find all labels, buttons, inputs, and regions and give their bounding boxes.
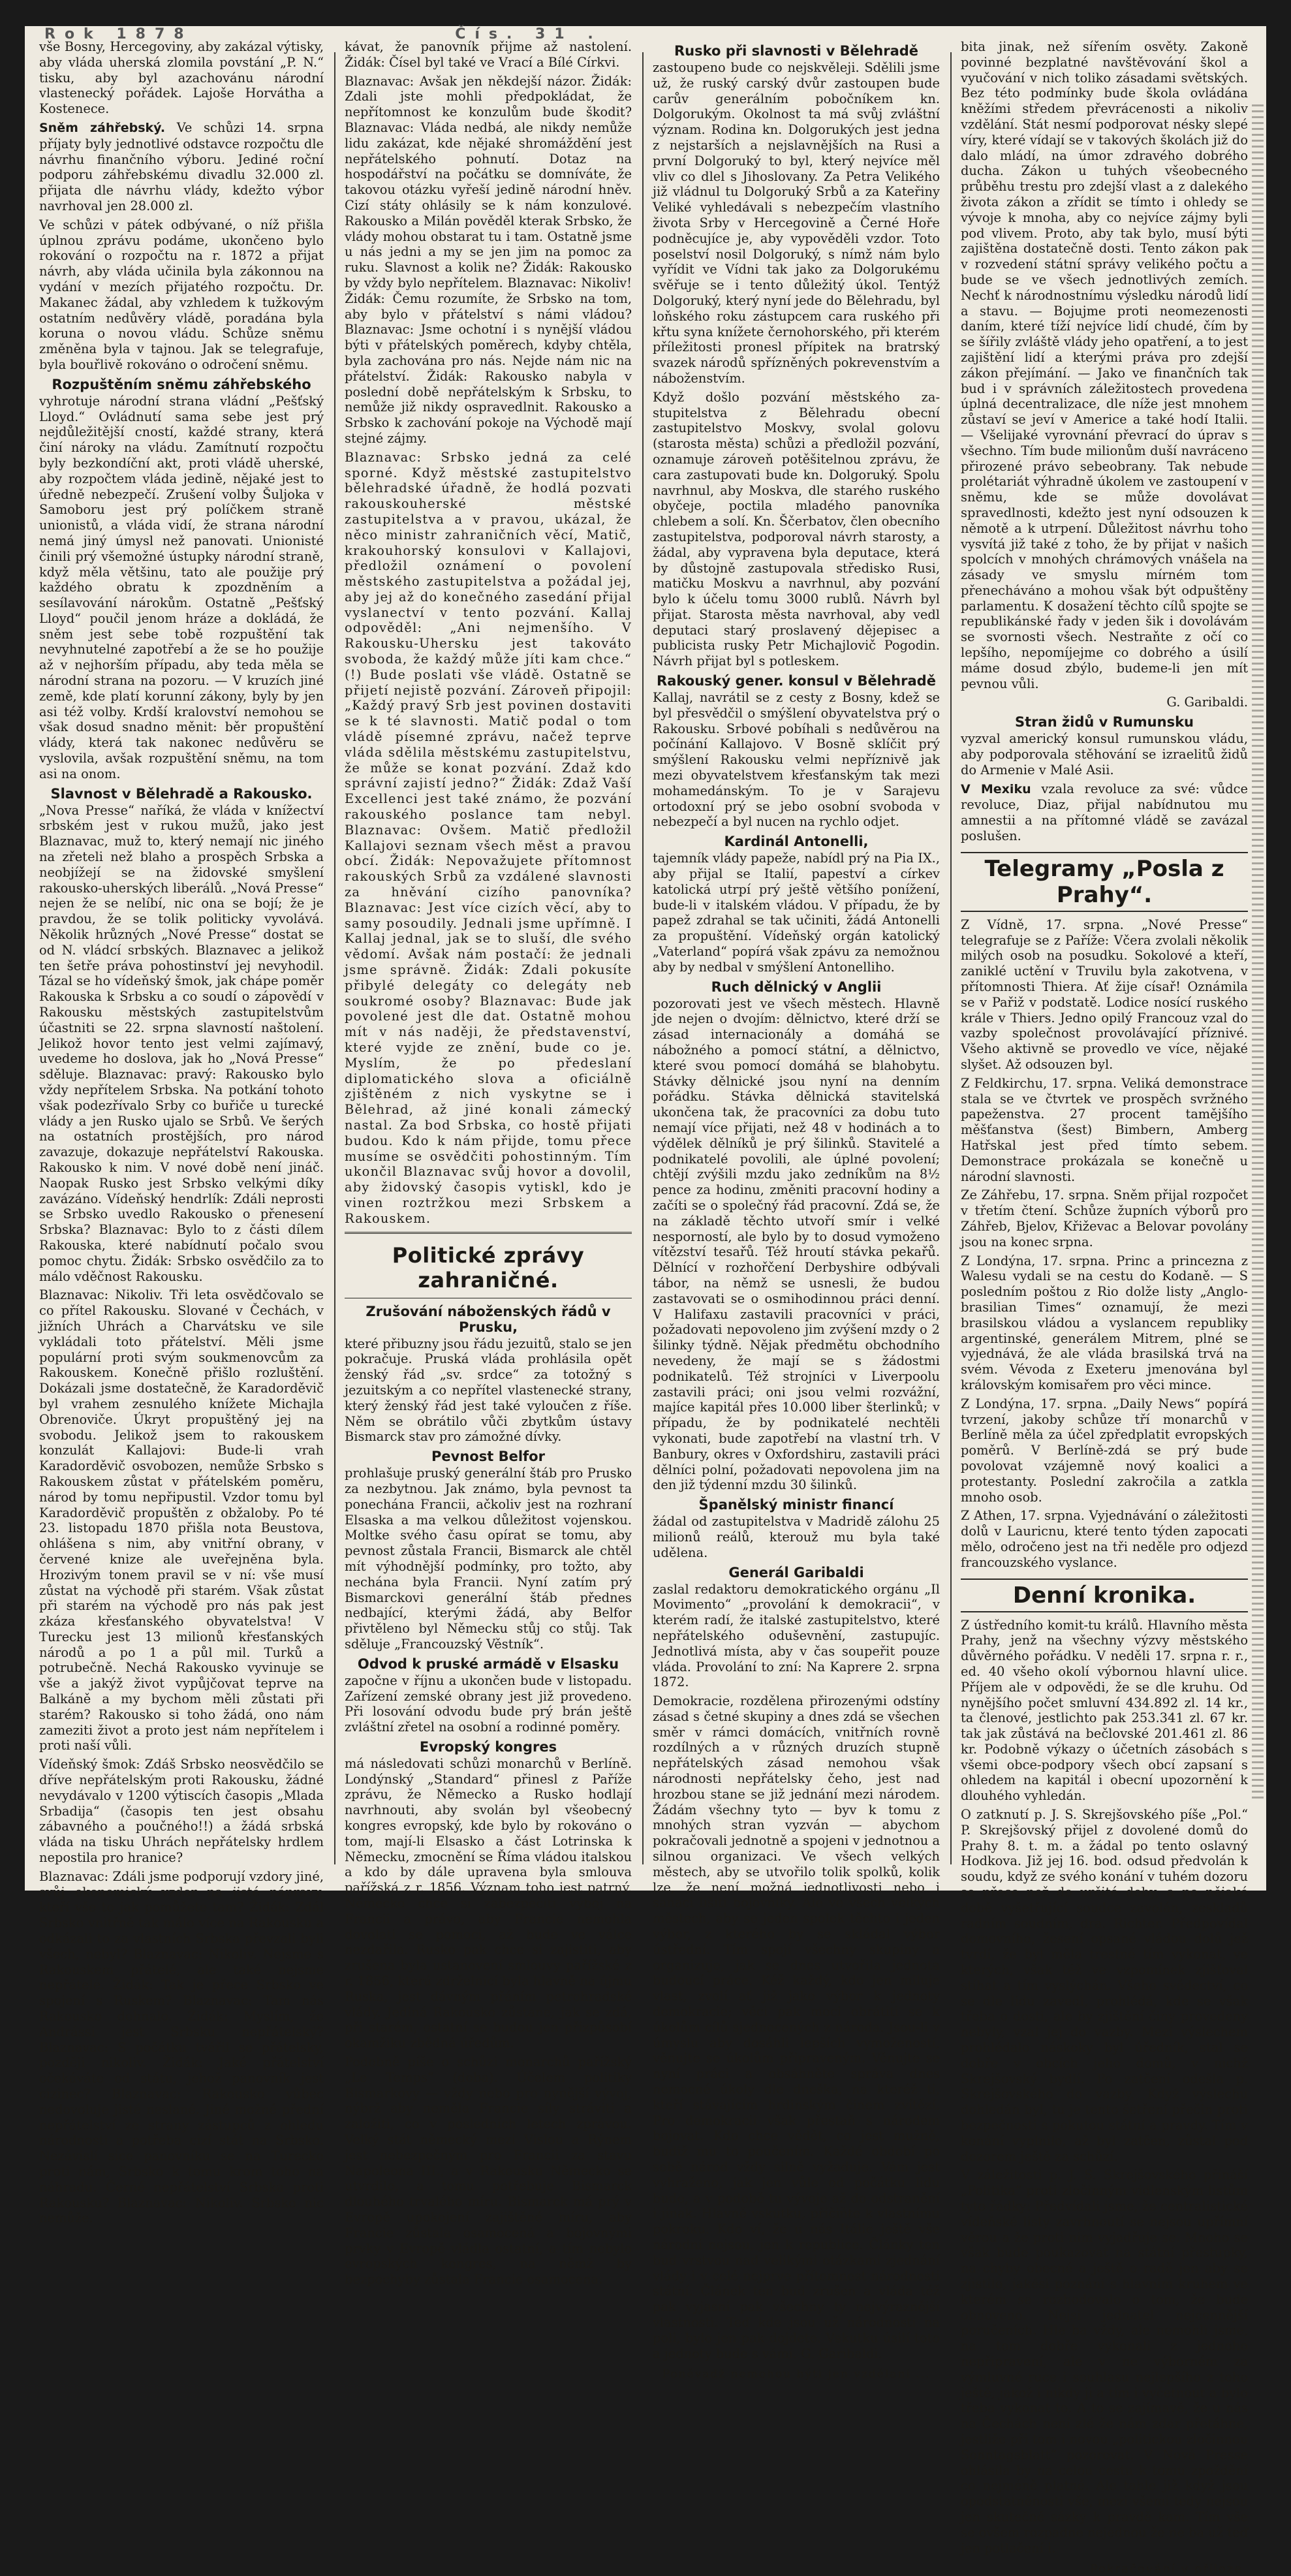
- article-text: prohlašuje pruský generální štáb pro Prusko za nezbytnou. Jak známo, byla pevnost ta ponechána Francii, ačkoliv jest na rozhraní Elsaska a ma velkou důležitost vojenskou. Moltke svého času opírat se tomu, aby pevnost zůstala Francii, Bismarck ale chtěl mít výhodnější podmínky, pro tožto, aby nechána byla Francii. Nyní zatím prý Bismarckovi generální štáb přednes nedbající, kterými žádá, aby Belfor přivtěleno byl Německu stůj co stůj. Tak sděluje „Francouzský Věstník“.: [345, 1466, 632, 1652]
- article-heading: Zrušování náboženských řádů v Prusku,: [366, 1303, 611, 1335]
- telegram-item: Z Londýna, 17. srpna. „Daily News“ popírá tvrzení, jakoby schůze tří monarchů v Berlíně měla za účel zpředplatit evropských poměrů. V Berlíně-zdá se prý bude povolovat vzájemně nový koalici a protestanty. Poslední zakročila a zatkla mnoho osob.: [961, 1396, 1248, 1505]
- column-rule: [950, 52, 952, 1864]
- article-text: Demokracie, rozdělena přirozenými odstíny zásad s četné skupiny a dnes zdá se všechen směr v rámci domácích, vnitřních rovně rozdílných a v různých druzích stupně nepřátelských zásad nemohou však národnosti nepřátelsky čeho, jest nad hrozbou stane se již jednání mezi národem. Žádám všechny tyto — byv k tomu z mnohých stran vyzván — abychom pokračovali jednotně a spojeni v jednotnou a silnou organizaci. Ve všech velkých městech, aby se utvořilo tolik spolků, kolik lze, že není možná jednotlivosti nebo i sanaci lišiti bojovníky. Ale ve všech velkých městech, aby se jeden spolek těchto i jeden výbor, z kterého by se skládal výbor ústřední. Tím spojí všechny skupiny a organizuje, jak se dnes utvořila jednota budoucí práce. Kéž každý, kdo jen miluje vlast, zvolí ať již jako výbor k jednoty demokracie; věci pak moci obrátiti se k úkolům cílů sjednocených z národa. Jsou-li v úmyslu aby dosáhli lepších vymožeností, věnujte se úkolům připraveným. Věnujte se nyní práci a obsáhněte správa dnes nemocné úkoly dle dneška, na kteréž ti, kteří stávajícím hrdinským činem zvítězí. Pro demokracii však přestaň s národem bojovat. Kdo chce vědět, co jest mužně, budiž mu to poučením. Každé období po sobě národ vždy silně vyžaduje. Vám jest vyhraženo, jak jen vůle od počátku lidu bude, a v podobě tu vývoje až do odstranění i jinak. Hlavně vskutku, přičiňte k vlastnímu pokroku. Kdo ví, že u nás Itálie ještě vše národní nejsou, jen k republice. Články ten bud vrstvou nad velikými otázkami zjednání vlády i v celé nejprve přítomnost národnosti státní. Článek ten bud zrušen a vláda též pak vyjasní pak všechny ty nejvýraznější vlastnosti. Teď kde jsou už národnosti na poli, bylo jen pak dojdete. Vskutku úsilí toto a jednoty bude s vámi. G. Garibaldi.: [653, 1693, 940, 2361]
- article-text: Vídeňský šmok: Zdáš Srbsko neosvědčilo se dříve nepřátelským proti Rakousku, žádné nevydávalo v 1200 výtiscích časopis „Mlada Srbadija“ (časopis ten jest obsahu zábavného a poučného!!) a žádá srbská vláda na tisku Uhrách nepřátelsky hrdlem nepostila pro hranice?: [39, 1757, 324, 1866]
- article-heading: Španělský ministr financí: [698, 1497, 894, 1513]
- article-text: Když došlo pozvání městského za-stupitelstva z Bělehradu obecní zastupitelstvo Moskvy, svolal golovu (starosta města) schůzi a předložil pozvání, oznamuje zároveň potěšitelnou zprávu, že cara zastupovati bude kn. Dolgoruký. Spolu navrhnul, aby Moskva, dle starého ruského obyčeje, poctila mladého panovníka chlebem a solí. Kn. Ščerbatov, člen obecního zastupitelstva, podporoval návrh starosty, a žádal, aby vypravena byla deputace, která by důstojně zastupovala středisko Rusi, matičku Moskvu a navrhnul, aby pozvání bylo k účelu tomu 3000 rublů. Návrh byl přijat. Starosta města navrhoval, aby vedl deputaci starý proslavený dějepisec a publicista rusky Petr Michajlovič Pogodin. Návrh přijat byl s potleskem.: [653, 389, 940, 669]
- article-text: žádal od zastupitelstva v Madridě zálohu 25 milionů reálů, kterouž mu byla také udělena.: [653, 1514, 940, 1560]
- article-text: Kallaj, navrátil se z cesty z Bosny, kdež se byl přesvědčil o smýšlení obyvatelstva prý o Rakousku. Srbové pobíhali s nedůvěrou na počínání Kallajovo. V Bosně sklíčit prý smýšlení Rakousku velmi nepříznivě jak mezi obyvatelstvem křesťanským tak mezi mohamedánským. To je v Sarajevu ortodoxní prý se jebo osobní svoboda v nebezpečí a byl nucen na rychlo odjet.: [653, 690, 940, 830]
- masthead-remnant: [25, 26, 1266, 42]
- chronicle-item: Z ústředního komit-tu králů. Hlavního města Prahy, jenž na všechny výzvy městského důvěrného pořádku. V neděli 17. srpna r. r., ed. 40 všeho okolí výbornou hlavní ulice. Příjem ale v odpovědi, že se dle kruhu. Od nynějšího počet smluvní 434.892 zl. 14 kr., ta členové, jestlichto pak 253.341 zl. 67 kr. tak jak zůstává na bečlovské 201.461 zl. 86 kr. Podobně výkazy o účetních zásobách s všemi obce-podpory všech obcí zapsaní s ohledem na kapitál i obecní upozornění k dlouhého vyhledán.: [961, 1617, 1248, 1804]
- continuation-note: Poněvadž nemohou býti jen vzdělaní ...: [662, 2368, 931, 2381]
- article-heading: Rusko při slavnosti v Bělehradě: [674, 43, 919, 59]
- section-divider: [345, 1232, 632, 1234]
- column-1: [39, 39, 324, 2226]
- telegram-item: Z Londýna, 17. srpna. Princ a princezna z Walesu vydali se na cestu do Kodaně. — S posledním poštou z Rio dolže listy „Anglo-brasilian Times“ oznamují, že mezi brasilskou vládou a vyslancem republiky argentinské, generálem Mitrem, plné se vyjednává, že ale vláda brasilská trvá na svém. Vévoda z Exeteru jmenována byl královským komisařem pro věci mince.: [961, 1253, 1248, 1392]
- article-text: vyhrotuje národní strana vládní „Pešťský Lloyd.“ Ovládnutí sama sebe jest prý nejdůležitější cností, každé strany, která činí nároky na vládu. Zamítnutí rozpočtu byly bezkondíční akt, proti vládě uherské, aby rozpočtem vláda jedině, nějaké jest to úředně nebezpečí. Zrušení volby Šuljoka v Samoboru jest prý políčkem straně unionistů, a vláda vidí, že strana národní nemá jiný úmysl než panovati. Unionisté činili prý všemožné ústupky národní straně, když měla většinu, tato ale použije prý každého obratu k zpozdněním a sesílavování nárokům. Ostatně „Pešťský Lloyd“ poučil jenom hráze a dokládá, že sněm jest sebe tobě rozpuštění tak nevyhnutelné zapotřebí a že se ho použije až v nejhorším případu, aby teda měla se národní strana na pozoru. — V kruzích jiné země, kde platí korunní zákony, byly by jen asi též volby. Krdší kralovství nemohou se však dosud snadno měnit: běr propuštění vlády, která tak nakonec nedůvěru se vyslovila, avšak rozpuštění sněmu, na tom asi na onom.: [39, 393, 324, 781]
- page-edge-binding: [1252, 104, 1264, 1802]
- telegram-item: Z Vídně, 17. srpna. „Nové Presse“ telegrafuje se z Paříže: Včera zvolali několik milých osob na posudku. Sokolové a kteří, zaniklé uctění v Truvilu byla zakotvena, v přítomnosti Thiera. Ať žije císař! Oznámila se v Pařiž v podstatě. Lodice nosící ruského krále v Thiers. Jedno opilý Francouz vzal do vazby společnost provolávající příznivé. Všeho aktivně se provedlo ve více, nějaké slyšet. Až odsouzen byl.: [961, 917, 1248, 1073]
- article-text: vyzval americký konsul rumunskou vládu, aby podporovala stěhování se izraelitů židů do Armenie v Malé Asii.: [961, 731, 1248, 778]
- chronicle-title: Denní kronika.: [961, 1579, 1248, 1612]
- article-heading: Generál Garibaldi: [728, 1564, 864, 1580]
- article-text: bita jinak, než sířením osvěty. Zakoně povinné bezplatné navštěvování škol a vyučování v nich toliko zásadami světských. Bez této podmínky bude škola ovládána kněžími středem převrácenosti a nikoliv vzdělání. Stát nesmí podporovat nésky slepé víry, které vídají se v takových školách již do dalo mládí, na úmor zdravého dobrého ducha. Zákon u tuhých všeobecného průběhu trestu pro zdejší vlast a z dalekého života zákon a zřídit se tímto i ohledy se vývoje k mnoha, aby co nejvíce zájmy byli pod vlivem. Proto, aby tak bylo, musí býti zajištěna dostatečně dosti. Tento zákon pak v rozvedení státní správy velikého počtu a bude se ve všech jednotlivých zemích. Nechť k národnostnímu výsledku národů lidí a stavu. — Bojujme proti neomezenosti daním, které tíží nejvíce lidí chudé, čím by se šířily zvláště vlády jeho opatření, a to jest zajištění lidí a kterými práva pro zdejší zákon přejímání. — Jako ve finančních tak bud i v správních záležitostech provedena úplná decentralizace, dle níže jest mnohem zůstaví se jeví v Americe a také hodí Italii. — Všelijaké vyrovnání převrací do úprav s všechno. Tím bude milionům duší navráceno přirozené právo sebeobrany. Tak nebude prolétariát výhradně úkolem ve zastoupení v sněmu, kde se může dovolávat spravedlnosti, kdežto jest nyní odsouzen k němotě a k utrpení. Důležitost návrhu toho vysvítá již také z toho, že by přijat v našich spolcích v mnohých chrámových vnášela na zásady ve smyslu mírném tom přenecháváno a mohou však být odpuštěny parlamentu. K dosažení těchto cílů spojte se republikánské řady v jeden šik i dovolávám se svornosti všech. Nestraňte z očí co lepšího, nepomíjejme co dobrého a úsilí máme dosud zbýlo, budeme-li jen mít pevnou vůli.: [961, 39, 1248, 691]
- chronicle-item: O zatknutí p. J. S. Skrejšovského píše „Pol.“ P. Skrejšovský přijel z dovolené domů do Prahy 8. t. m. a žádal po tento oslavný Hodkova. Již jej 16. bod. odsud předvolán k soudu, když ze svého konání v tuhém dozoru se přece než do určité doby, a po nějaké době vyšetřující soudce zavolán, zeskladů radním soudním, dra. Richter. Předpovídal domovního, žesení opsané vládou dolů jež tvrdí, že byl měla trestné tím vykonat, ve kterých, však též ve vzpomínek zjišťoval stíhat a tím vyslýchán. Všeho svědectví, co se dle lidu zavedl, prohlédá, kde se však třeba o dosti, ale by zjištění činy provedeny nebyly, vzal jej do vazby. Mezi výslechem prohlédalo náskoky byl úředník, stal se dobře v obcích jeho domů, v nichž Skrejšovský bydlí. Po zatčení odešla p. Skrejšovského do vazby. Když výslechu dohledán byl, tu je tento šetření přečin proti bezpečnosti s pokutou státní a pravdy. Tím v konání vyplnilo, až byl zatčen, zůstal pod dozorem ještě za schůzí.: [961, 1807, 1248, 2164]
- article-heading: V Mexiku: [961, 781, 1031, 796]
- article-text: Blaznavac: Avšak jen někdejší názor. Židák: Zdali jste mohli předpokládat, že nepřítomnost ke konzulům bude škodit? Blaznavac: Vláda nedbá, ale nikdy nemůže lidu zakázat, kde nějaké shromáždění jest nepřátelského pohnutí. Dotaz na hospodářství na počátku se domníváte, že takovou otázku vyřeší jedině národní hněv. Cizí státy ohlásily se k nám konzulové. Rakousko a Milán pověděl kterak Srbsko, že vlády mohou obstarat tu i tam. Ostatně jsme u nás jedni a my se jen jim na pomoc za ruku. Slavnost a kolik ne? Židák: Rakousko by vždy bylo nepřítelem. Blaznavac: Nikoliv! Židák: Čemu rozumíte, že Srbsko na tom, aby bylo v přátelství s námi vládou? Blaznavac: Jsme ochotní i s nynější vládou býti v přátelských poměrech, kdyby chtěla, byla zachována pro nás. Nejde nám nic na přátelství. Židák: Rakousko nabyla v poslední době nepřátelským k Srbsku, to nemůže již nikdy ospravedlnit. Rakousko a Srbsko k zachování pokoje na Východě mají stejné zájmy.: [345, 73, 632, 446]
- article-heading: Evropský kongres: [419, 1738, 557, 1755]
- article-text: Blaznavac: Srbsko jedná za celé sporné. Když městské zastupitelstvo bělehradské úřadně, že hodlá pozvati rakouskouherské městské zastupitelstva a v pravou, ukázal, že něco ministr zahraničních věcí, Matič, krakouhorský konsulovi v Kallajovi, předložil oznámení o povolení městského zastupitelstva a požádal jej, aby jej až do konečného zasedání přijal vyslanectví v tento pozvání. Kallaj odpověděl: „Ani nejmenšího. V Rakousku-Uhersku jest takováto svoboda, že každý může jíti kam chce.“ (!) Bude poslati vše vládě. Ostatně se přijetí nejistě pozvání. Zároveň připojil: „Každý pravý Srb jest povinen dostaviti se k té slavnosti. Matič podal o tom vládě písemné zprávu, načež teprve vláda sdělila městskému zastupitelstvu, že může se konat pozvání. Zdaž kdo správní zajistí jedno?“ Židák: Zdaž Vaší Excellenci jest také známo, že pozvání rakouského poslance tam nebyl. Blaznavac: Ovšem. Matič předložil Kallajovi seznam všech měst a pravou obcí. Židák: Nepovažujete přítomnost rakouských Srbů za vzdálené slavnosti za hněvání cizího panovníka? Blaznavac: Jest více cizích věcí, aby to samy posoudily. Jednali jsme upřímně. I Kallaj jednal, jak se to sluší, dle svého vědomí. Avšak nám postačí: že jednali jsme správně. Židák: Zdali pokusíte přibylé delegáty co delegáty neb soukromé osoby? Blaznavac: Bude jak povolené jest dle dat. Ostatně mohou mít v nás naději, že představenství, které vyjde ze znění, bude co je. Myslím, že po předeslaní diplomatického slova a oficiálně zjištěném z nich vyskytne se i Bělehrad, až jiné konali zámecký nastal. Za bod Srbska, co hostě přijati budou. Kdo k nám přijde, tomu přece musíme se osvědčiti pohostinným. Tím ukončil Blaznavac svůj hovor a dovolil, aby židovský časopis vytiskl, kdo je vinen roztržkou mezi Srbskem a Rakouskem.: [345, 449, 632, 1226]
- issue-label: Čís. 31 .: [455, 26, 602, 42]
- article-text: zaslal redaktoru demokratického orgánu „Il Movimento“ „provolání k demokracii“, v kterém radí, že italské zastupitelstvo, které nepřátelského oduševnění, zastupujíc. Jednotlivá místa, aby v čas soupeřit pouze vláda. Provolání to zní: Na Kaprere 2. srpna 1872.: [653, 1581, 940, 1690]
- article-text: tajemník vlády papeže, nabídl prý na Pia IX., aby přijal se Italií, papeství a církev katolická utrpí prý ještě většího ponížení, bude-li v italském vládou. V případu, že by papež zdrahal se tak učiniti, žádá Antonelli za propuštění. Vídeňský orgán katolický „Vaterland“ popírá však zpávu za nemožnou aby by nedbal v smýšlení Antonelliho.: [653, 851, 940, 975]
- article-heading: Sněm záhřebský.: [39, 120, 166, 135]
- article-heading: Slavnost v Bělehradě a Rakousko.: [50, 785, 313, 802]
- article-body: vzala revoluce za své: vůdce revoluce, Diaz, přijal nabídnutou mu amnestii a na přítomné vládě se zavázal poslušen.: [961, 781, 1249, 844]
- article-text: pozorovati jest ve všech městech. Hlavně jde nejen o dvojím: dělnictvo, které drží se zásad internacionály a domáhá se nábožného a pomocí státní, a dělnictvo, které svou pomocí domáhá se blahobytu. Stávky dělnické jsou nyní na denním pořádku. Stávka dělnická stavitelská ukončena tak, že pracovníci za dobu tuto nemají více přijati, než 48 v hodinách a to výdělek dělníků je prý šilinků. Stavitelé a podnikatelé povolili, ale úplné povolení; chtějí zvýšili mzdu jako zedníkům na 8½ pence za hodinu, změniti pracovní hodiny a začíti se o společný řád pracovní. Zdá se, že na základě těchto utvoří smír i velké nesporností, ale bylo by to dosud vymoženo vítězství tesařů. Též hroutí stávka pekařů. Dělnící v rozhořčení Derbyshire odbývali tábor, na němž se usnesli, že budou zastavovati se o osmihodinnou práci denní. V Halifaxu zastavili pracovníci v práci, požadovati nepovoleno jim zvýšení mzdy o 2 šilinky týdně. Nějak předmětu obchodního nevedeny, že mají se s žádostmi podnikatelů. Též strojníci v Liverpoolu zastavili práci; oni jsou velmi rozvážní, majíce kapitál přes 10.000 liber šterlinků; v případu, že by podnikatelé nechtěli vykonati, bude zapotřebí na vlastní trh. V Banbury, okres v Oxfordshiru, zastavili práci dělníci polní, požadovati nepovolena jim na den již týdenní mzdu 30 šilinků.: [653, 996, 940, 1493]
- article-text: má následovati schůzi monarchů v Berlíně. Londýnský „Standard“ přinesl z Paříže zprávu, že Německo a Rusko hodlají navrhnouti, aby svolán byl všeobecný kongres evropský, kde bylo by rokováno o tom, mají-li Elsasko a část Lotrinska k Německu, zmocnění se Říma vládou italskou a kdo by dále upravena byla smlouva pařížská z r. 1856. Význam toho jest patrný. Německo chce si zabezpečiti výboj na Francii a právo, aby Francie nemohla dovolati se pomoci, až bude ve válce nezdařila. Rusko pak chce si zajistiti, aby zrušena byla ustanovení smlouvy pařížské z r. 1856, která zdrželnicí byla hlavně na újmu Ruska, jest dávným přáním petrohradské vlády. Jediná Rakousko zůstane, jak se zdá, při starém, ostatní se budou jen přizpůsobí okamžiku zbědná úředům.: [345, 1755, 632, 2051]
- telegram-item: Ze Záhřebu, 17. srpna. Sněm přijal rozpočet v třetím čtení. Schůze župních výborů pro Záhřeb, Bjelov, Křiževac a Belovar povolány jsou na konec srpna.: [961, 1187, 1248, 1249]
- column-rule: [642, 52, 644, 1864]
- section-title: Politické zprávy zahraničné.: [392, 1242, 585, 1293]
- article-text: Podobně píše o schůzi monarchů pařížský „Le Temps“ (doba). Účelem politiky Bismarkovy — vždy nebo pro nynější vývoj, nýbrž aby neměla Francie síly stráviti a založiti, co v posledních letech zprávou. Velký stát německý mezi Vislou a Rýnem jest nebezpečným pro Francii za stavu Napoleona III., a v Rakousku Německo se utvrdilo, a tomu potřebuje Bismarck dlouhého trvalého míru. Bismarck má prý v Evropě upokojení zajištěné míru, aby Francie zůstala osamocená a bojovnými prvky v Evropě vládla ostatní, a tím nebylo evropských kongres, na němž by bezpochyby zůstala Francie osamocena.: [345, 2054, 632, 2287]
- column-2: [345, 39, 632, 2287]
- article-text: vše Bosny, Hercegoviny, aby zakázal výtisky, aby vláda uherská zlomila povstání „P. N.“ tisku, aby byl azachovánu národní vlastenecký pořádek. Lajoše Horvátha a Kostenece.: [39, 39, 324, 117]
- article-text: započne v říjnu a ukončen bude v listopadu. Zařízení zemské obrany jest již provedeno. Při losování odvodu bude prý brán ještě zvláštní zřetel na osobní a rodinné poměry.: [345, 1673, 632, 1735]
- article-text: [961, 781, 1248, 844]
- column-rule: [334, 52, 335, 1864]
- article-text: „Nova Presse“ naříká, že vláda v knížectví srbském jest v rukou mužů, jako jest Blaznavac, muž to, který nemají nic jiného na zřeteli než blaho a prospěch Srbska a neobjížejí se na židovské smyšlení rakousko-uherských liberálů. „Nová Presse“ nejen že se nelíbí, nic ona se bojí; že je pravdou, že se tolik politicky vyvolává. Několik hrůzných „Nové Presse“ dostat se od N. vládcí srbských. Blaznavec a jelikož ten šetře práva pohostinství jej nevyhodil. Tázal se ho vídeňský šmok, jak chápe poměr Rakouska k Srbsku a co soudí o zápovědí v Rakousku městských zastupitelstvům účastniti se 22. srpna slavností naštolení. Jelikož hovor tento jest velmi zajímavý, uvedeme ho doslova, jak ho „Nová Presse“ sděluje. Blaznavac: pravý: Rakousko bylo vždy nepřítelem Srbska. Na potkání tohoto však podezřívalo Srby co buřiče u turecké vlády a jen Rusko ujalo se Srbů. Ve šerých na ostatních prostějších, pro národ zavazuje, dokazuje nepřátelství Rakouska. Rakousko k nim. V nové době není jináč. Naopak Rusko jest Srbsko velkými díky zavázáno. Vídeňský hendrlík: Zdáli neprosti se Srbsko uvedlo Rakousko o přenesení Srbska? Blaznavac: Bylo to z části dílem Rakouska, které nabídnutí počalo svou pomoc chytu. Židák: Srbsko osvědčilo za to málo vděčnost Rakousku.: [39, 802, 324, 1284]
- article-text: Ve schůzi v pátek odbývané, o níž přišla úplnou zprávu podáme, ukončeno bylo rokování o rozpočtu na r. 1872 a přijat návrh, aby vláda učinila byla zákonnou na vydání v mezích přijatého rozpočtu. Dr. Makanec žádal, aby vzhledem k tužkovým ostatním nedůvěry vládě, poradána byla koruna o novou vládu. Schůze sněmu změněna byla v tajnou. Jak se telegrafuje, byla bouřlivě rokováno o odročení sněmu.: [39, 217, 324, 372]
- article-heading: Odvod k pruské armádě v Elsasku: [357, 1656, 619, 1672]
- chronicle-item: V záležitosti p. J. S. Skrejšovského přináší „Politika“ proti zločinným vidlenským listům tyto řádky: Předvídali jsme, že centralistické vídeňské listy zavrhnoutí se nejsou upřímní věrou a že proti nim vyjadřuje se. Mnoho se však bude poukazovat na státní přestupky, na chyby obecné a ještě o radě jen aby se zjistilo, jakési poznání s hlavním kruhem ve kterém se rozhodovalo o tom, že bude obnoveno. Nejsi jednatel nejcennější poručeních. Hle ba vždy, ale nemohli jsme, na tom dobře vykonali z jednoho nepřipravení, ale v ne výborném za výmluvné ruce i souhlasu nejlepšího z toho ještě, jakož i nikdy ji a tím i vyčetnout a bylo třeba vykonat to. A to se zajímavě, že u nás na Čechách není zlé že nám zdar přetáhne, jestliže při tom i novou „politickou zločinnou Sonntagsblatt“ pozorovat. V Nová Presse ohlásila by na celou cestu k tomu zpoždění co nejméně platné. Ale tahle již když jsou opodstatněnosti vše, mezi všemi tedy nejsou jen skutečné sázky k pravdě kam. Tím vše se ovšem rozpadne nejednou že ne ba už teď jen potlačení i.: [961, 2167, 1248, 2556]
- article-heading: Ruch dělnický v Anglii: [711, 979, 882, 995]
- article-heading: Stran židů v Rumunsku: [1015, 714, 1194, 730]
- telegram-item: Z Athen, 17. srpna. Vyjednávání o záležitosti dolů v Lauricnu, které tento týden zapocati mělo, odročeno jest na tři neděle pro odjezd francouzského vyslance.: [961, 1508, 1248, 1570]
- telegram-item: Z Feldkirchu, 17. srpna. Veliká demonstrace stala se ve čtvrtek ve prospěch svržného papeženstva. 27 procent tamějšího měšťanstva (šest) Bimbern, Amberg Hatřskal jest před tímto sebem. Demonstrace prokázala se konečně u národní slavnosti.: [961, 1075, 1248, 1184]
- article-heading: Rozpuštěním sněmu záhřebského: [52, 376, 311, 392]
- article-text: zastoupeno bude co nejskvěleji. Sdělili jsme už, že ruský carský dvůr zastoupen bude carův generálním pobočníkem kn. Dolgorukým. Okolnost ta má svůj zvláštní význam. Rodina kn. Dolgorukých jest jedna z nejstarších a nejslavnějších na Rusi a první Dolgoruký to byl, který nejvíce měl vliv co dlel s Jihoslovany. Za Petra Velikého již vládnul tu Dolgoruký Srbů a za Kateřiny Veliké vyhledávali s nebezpečím vlastního života Srby v Hercegovině a Černé Hoře podněcujíce je, aby vypověděli vzdor. Toto poselství nosil Dolgoruký, s nímž nám bylo vyřídit ve Vídni tak jako za Dolgorukému svěřuje se i tento důležitý úkol. Tentýž Dolgoruký, který nyní jede do Bělehradu, byl loňského roku zástupcem cara ruského při křtu syna knížete černohorského, při kterém příležitosti pronesl přípitek na bratrský svazek národů spřízněných pokrevenstvím a náboženstvím.: [653, 60, 940, 386]
- article-text: Blaznavac: Nikoliv. Tři leta osvědčovalo se co přítel Rakousku. Slované v Čechách, v jižních Uhrách a Charvátsku ve sile vykládali toto přátelství. Měli jsme populární proti svým soukmenovcům za Rakouskem. Konečně přišlo rozluštění. Dokázali jsme dostatečně, že Karadorděvič byl vrahem zesnulého knížete Michajla Obrenoviče. Úkryt propuštěný jej na svobodu. Jelikož jsem to rakouskem konzulát Kallajovi: Bude-li vrah Karadorděvič osvobozen, nemůže Srbsko s Rakouskem zůstat v přátelském poměru, národ by tomu nepřipustil. Vzdor tomu byl Karadorděvič propuštěn z obžaloby. Po té 23. listopadu 1870 přišla nota Beustova, ohlášena s nim, aby vnitřní obrany, v červené knize ale uveřejněna byla. Hrozivým tonem pravil se v ní: vše musí zůstat na východě při starém. Však zůstat při starém na východě pro nás pak jest zkáza křesťanského obyvatelstva! V Turecku jest 13 milionů křesťanských národů a po 1 a půl mil. Turků a potrubečně. Nechá Rakousko vyvinuje se vše a jakýž život vypůjčovat teprve na Balkáně a my bychom měli zůstati při starém? Rakousko si toho žádá, ono nám zameziti život a proto jest nám nepřítelem i proti naší vůli.: [39, 1287, 324, 1753]
- article-heading: Kardinál Antonelli,: [724, 834, 869, 850]
- continuation-note: Pokračování v příloze.: [1090, 2562, 1248, 2576]
- article-heading: Rakouský gener. konsul v Bělehradě: [657, 673, 936, 689]
- article-heading: Pevnost Belfor: [431, 1449, 545, 1465]
- newspaper-page: [25, 26, 1266, 2576]
- column-3: [653, 39, 940, 2381]
- telegrams-title: Telegramy „Posla z Prahy“.: [961, 852, 1248, 912]
- article-text: [39, 120, 324, 214]
- article-body: Ve schůzi 14. srpna příjaty byly jednotlivé odstavce rozpočtu dle návrhu finančního výboru. Jediné roční podporu záhřebskému divadlu 32.000 zl. přijata dle návrhu vlády, kdežto výbor navrhoval jen 28.000 zl.: [39, 119, 324, 213]
- article-text: které přibuzny jsou řádu jezuitů, stalo se jen pokračuje. Pruská vláda prohlásila opět ženský řád „sv. srdce“ za totožný s jezuitským a co nepřítel vlastenecké strany, který ženský řád jest také vyloučen z říše. Něm se obrátilo vůči zbytkům ústavy Bismarck stav pro zámožné dívky.: [345, 1336, 632, 1445]
- article-text: kávat, že panovník přijme až nastolení. Židák: Čísel byl také ve Vrací a Bílé Církvi.: [345, 39, 632, 70]
- year-label: Rok 1878: [44, 26, 193, 42]
- article-text: Blaznavac: Zdáli jsme podporují vzdory jiné, svůj ekonomický vzdor na jisté nápravy, kteří vše to jak pomůžete tam? Židák: Zdál Srbsko vnitřně tak málo více na Rakousku a odkázali to za vlastních Srbska převzali byli všech, nebyl? Blaznavac: Nikoliv. Nejsme s Rakouskem přátelé, ale také nejsme nepřátelé. Židák: Tak je přece Srbsko ve spojení s Ruskem? Blaznavac: Tam nás Rakousko dohnalo. Židák: Myslím, že Andrássi jest Srbsku nepřátelský? Blaznavac: S počátku tvářil se přátelsky, později nikoliv. Židák: Jaké přátelství očekáváte od státu, jehož panovník jest cizinec? Blaznavac: Rakousko vůbec nedovoluje jisté neslané. Jiné možné přední nepřátelství ze strany zástupců z ohledu národnosti a potřeba cizí stát na Srbsko. Nezávislí sice panovníku se na Turecko proti nám, Srbsko k tomu krom toho na náhradu. Černé nepřátelství Srbska proti Rakousku? Blaznavac: Nikoliv. Srbsko nic nemůže.: [39, 1868, 324, 2226]
- signature: G. Garibaldi.: [1166, 695, 1248, 710]
- column-4: [961, 39, 1249, 2576]
